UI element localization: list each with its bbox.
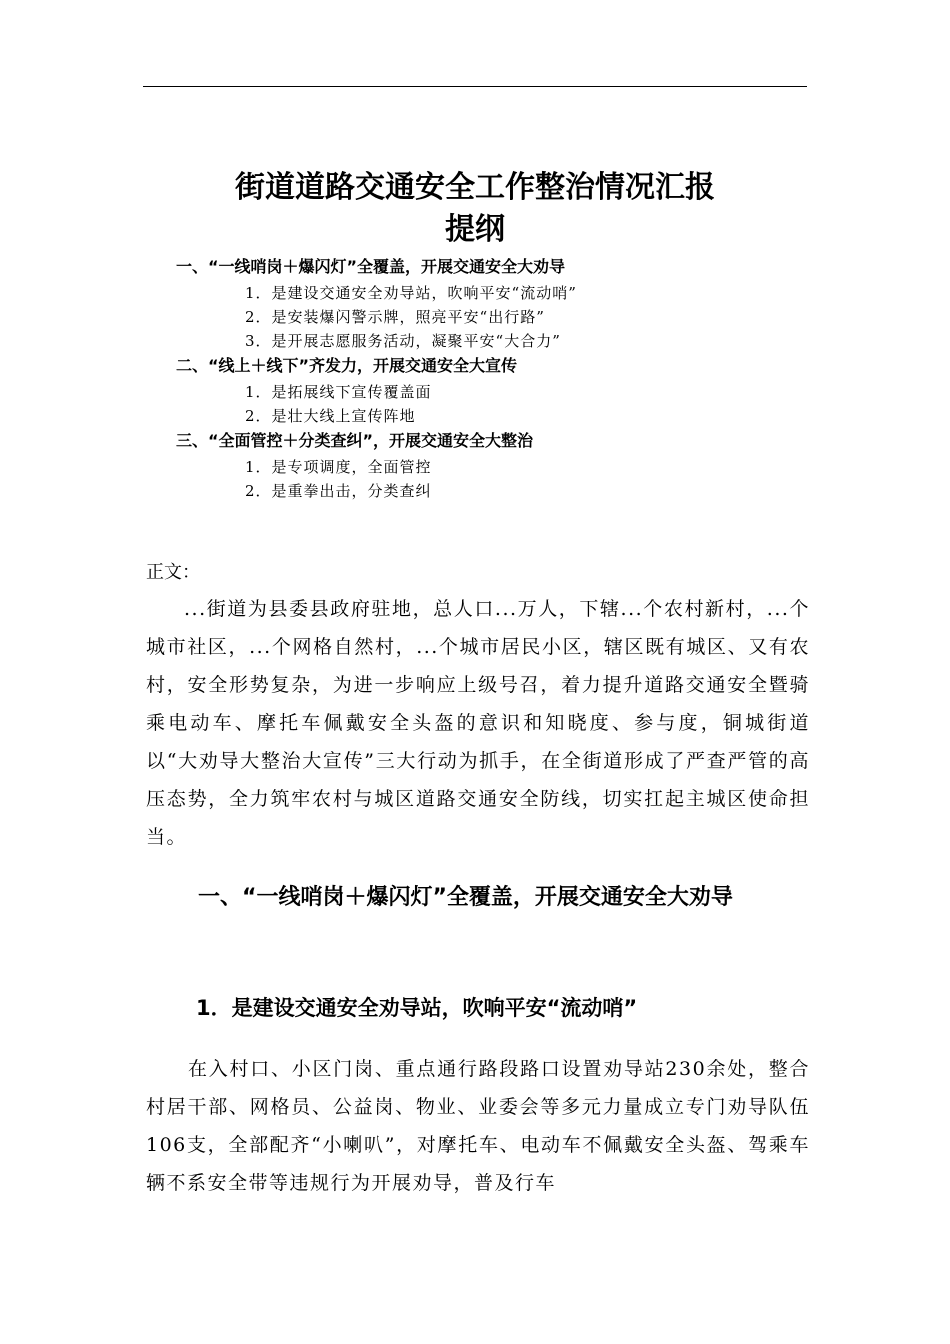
outline-heading: 三、“全面管控＋分类查纠”，开展交通安全大整治 [176, 431, 534, 450]
subsection-paragraph: 在入村口、小区门岗、重点通行路段路口设置劝导站230余处，整合村居干部、网格员、公益岗、物业、业委会等多元力量成立专门劝导队伍106支，全部配齐“小喇叭”，对摩托车、电动车不佩戴安全头盔、驾乘车辆不系安全带等违规行为开展劝导，普及行车 [146, 1058, 810, 1194]
outline-item: 2．是重拳出击，分类查纠 [245, 482, 432, 500]
body-label: 正文： [146, 562, 200, 583]
outline-item: 3．是开展志愿服务活动，凝聚平安“大合力” [245, 332, 561, 350]
outline-heading: 一、“一线哨岗＋爆闪灯”全覆盖，开展交通安全大劝导 [176, 257, 566, 276]
intro-paragraph: ...街道为县委县政府驻地，总人口...万人，下辖...个农村新村，...个城市社区，...个网格自然村，...个城市居民小区，辖区既有城区、又有农村，安全形势复杂，为进一步响应上级号召，着力提升道路交通安全暨骑乘电动车、摩托车佩戴安全头盔的意识和知晓度、参与度，铜城街道以“大劝导大整治大宣传”三大行动为抓手，在全街道形成了严查严管的高压态势，全力筑牢农村与城区道路交通安全防线，切实扛起主城区使命担当。 [146, 598, 810, 848]
outline-item: 1．是专项调度，全面管控 [245, 458, 432, 476]
document-subtitle: 提纲 [445, 212, 505, 247]
subsection-heading: 1．是建设交通安全劝导站，吹响平安“流动哨” [196, 996, 638, 1020]
outline-heading: 二、“线上＋线下”齐发力，开展交通安全大宣传 [176, 356, 518, 375]
document-title: 街道道路交通安全工作整治情况汇报 [235, 170, 715, 205]
section-heading: 一、“一线哨岗＋爆闪灯”全覆盖，开展交通安全大劝导 [198, 885, 733, 910]
outline-item: 2．是安装爆闪警示牌，照亮平安“出行路” [245, 308, 545, 326]
outline-item: 1．是建设交通安全劝导站，吹响平安“流动哨” [245, 284, 577, 302]
outline-item: 2．是壮大线上宣传阵地 [245, 407, 416, 425]
header-rule [143, 86, 807, 87]
outline-item: 1．是拓展线下宣传覆盖面 [245, 383, 432, 401]
